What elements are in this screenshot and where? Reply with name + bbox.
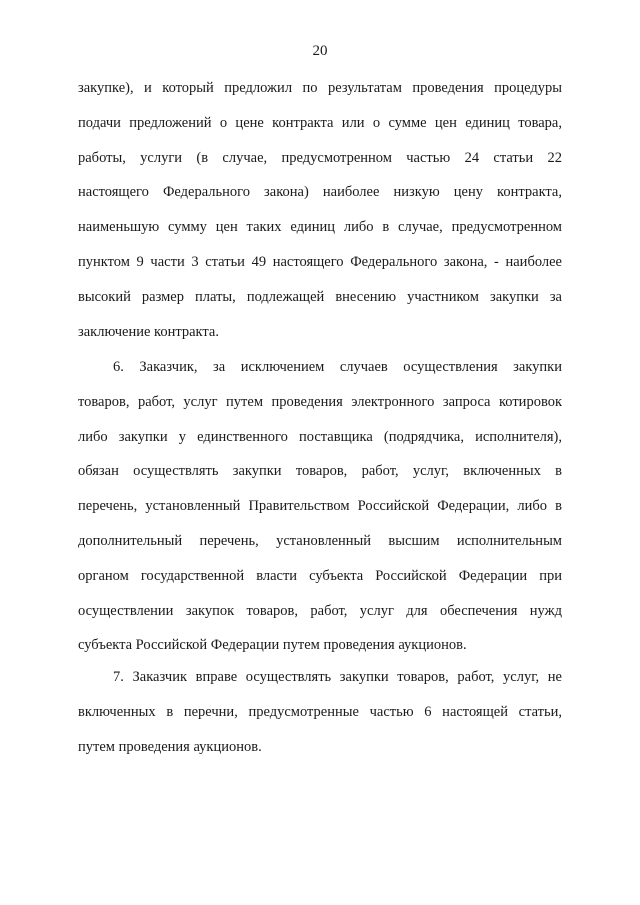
text-line: органом государственной власти субъекта Российской Федерации при <box>78 567 562 584</box>
page-number: 20 <box>312 43 328 59</box>
text-line: настоящего Федерального закона) наиболее низкую цену контракта, <box>78 184 562 201</box>
text-line: дополнительный перечень, установленный высшим исполнительным <box>78 532 562 549</box>
text-line: работы, услуги (в случае, предусмотренном частью 24 статьи 22 <box>78 149 562 166</box>
paragraph-continuation <box>78 71 562 349</box>
text-line: путем проведения аукционов. <box>78 738 262 755</box>
text-line: пунктом 9 части 3 статьи 49 настоящего Федерального закона, - наиболее <box>78 253 562 270</box>
paragraph-item-7 <box>78 660 562 764</box>
paragraph-item-6 <box>78 350 562 663</box>
text-line: либо закупки у единственного поставщика (подрядчика, исполнителя), <box>78 428 562 445</box>
text-line: перечень, установленный Правительством Российской Федерации, либо в <box>78 498 562 515</box>
text-line: включенных в перечни, предусмотренные частью 6 настоящей статьи, <box>78 703 562 720</box>
text-line: осуществлении закупок товаров, работ, услуг для обеспечения нужд <box>78 602 562 619</box>
text-line: наименьшую сумму цен таких единиц либо в случае, предусмотренном <box>78 219 562 236</box>
text-line: 7. Заказчик вправе осуществлять закупки товаров, работ, услуг, не <box>113 669 562 685</box>
text-line: высокий размер платы, подлежащей внесению участником закупки за <box>78 288 562 305</box>
text-line: заключение контракта. <box>78 323 219 340</box>
text-line: субъекта Российской Федерации путем проведения аукционов. <box>78 637 467 654</box>
text-line: подачи предложений о цене контракта или о сумме цен единиц товара, <box>78 114 562 131</box>
text-line: 6. Заказчик, за исключением случаев осуществления закупки <box>113 359 562 375</box>
text-line: обязан осуществлять закупки товаров, работ, услуг, включенных в <box>78 463 562 480</box>
text-line: товаров, работ, услуг путем проведения электронного запроса котировок <box>78 393 562 410</box>
text-line: закупке), и который предложил по результатам проведения процедуры <box>78 80 562 96</box>
